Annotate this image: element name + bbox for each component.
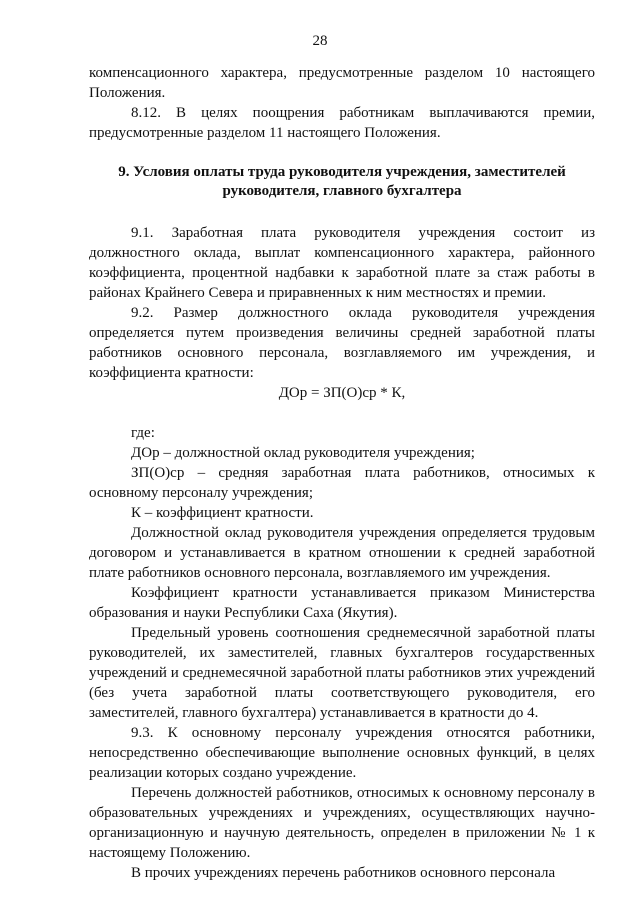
section-title [89, 163, 595, 201]
document-body [89, 63, 595, 883]
definition-zpo: ЗП(О)ср – средняя заработная плата работников, относимых к основному персоналу учреждения; [89, 465, 595, 501]
definition-k: К – коэффициент кратности. [131, 505, 314, 521]
paragraph-8-12: 8.12. В целях поощрения работникам выплачиваются премии, предусмотренные разделом 11 настоящего Положения. [89, 105, 595, 141]
paragraph-9-1: 9.1. Заработная плата руководителя учреждения состоит из должностного оклада, выплат компенсационного характера, районного коэффициента, процентной надбавки к заработной плате за стаж работы в районах Крайнего Севера и приравненных к ним местностях и премии. [89, 225, 595, 301]
paragraph-coefficient-order: Коэффициент кратности устанавливается приказом Министерства образования и науки Республики Саха (Якутия). [89, 585, 595, 621]
paragraph-9-2: 9.2. Размер должностного оклада руководителя учреждения определяется путем произведения величины средней заработной платы работников основного персонала, возглавляемого им учреждения, и коэффициента кратности: [89, 305, 595, 381]
page-number: 28 [312, 33, 328, 49]
paragraph-salary-contract: Должностной оклад руководителя учреждения определяется трудовым договором и устанавливается в кратном отношении к средней заработной плате работников основного персонала, возглавляемого им учреждения. [89, 525, 595, 581]
paragraph-where: где: [131, 425, 155, 441]
paragraph-positions-list: Перечень должностей работников, относимых к основному персоналу в образовательных учреждениях и учреждениях, осуществляющих научно-организационную и научную деятельность, определен в приложении № 1 к настоящему Положению. [89, 785, 595, 861]
paragraph-9-3: 9.3. К основному персоналу учреждения относятся работники, непосредственно обеспечивающие выполнение основных функций, в целях реализации которых создано учреждение. [89, 725, 595, 781]
paragraph-ratio-limit: Предельный уровень соотношения среднемесячной заработной платы руководителей, их заместителей, главных бухгалтеров государственных учреждений и среднемесячной заработной платы работников этих учреждений (без учета заработной платы соответствующего руководителя, его заместителей, главного бухгалтера) устанавливается в кратности до 4. [89, 625, 595, 721]
paragraph-continuation: компенсационного характера, предусмотренные разделом 10 настоящего Положения. [89, 65, 595, 101]
definition-dor: ДОр – должностной оклад руководителя учреждения; [131, 445, 475, 461]
paragraph-other-institutions: В прочих учреждениях перечень работников основного персонала [131, 865, 556, 881]
section-title-line-1: 9. Условия оплаты труда руководителя учреждения, заместителей [118, 164, 566, 180]
section-title-line-2: руководителя, главного бухгалтера [222, 183, 462, 199]
formula: ДОр = ЗП(О)ср * К, [278, 385, 406, 401]
